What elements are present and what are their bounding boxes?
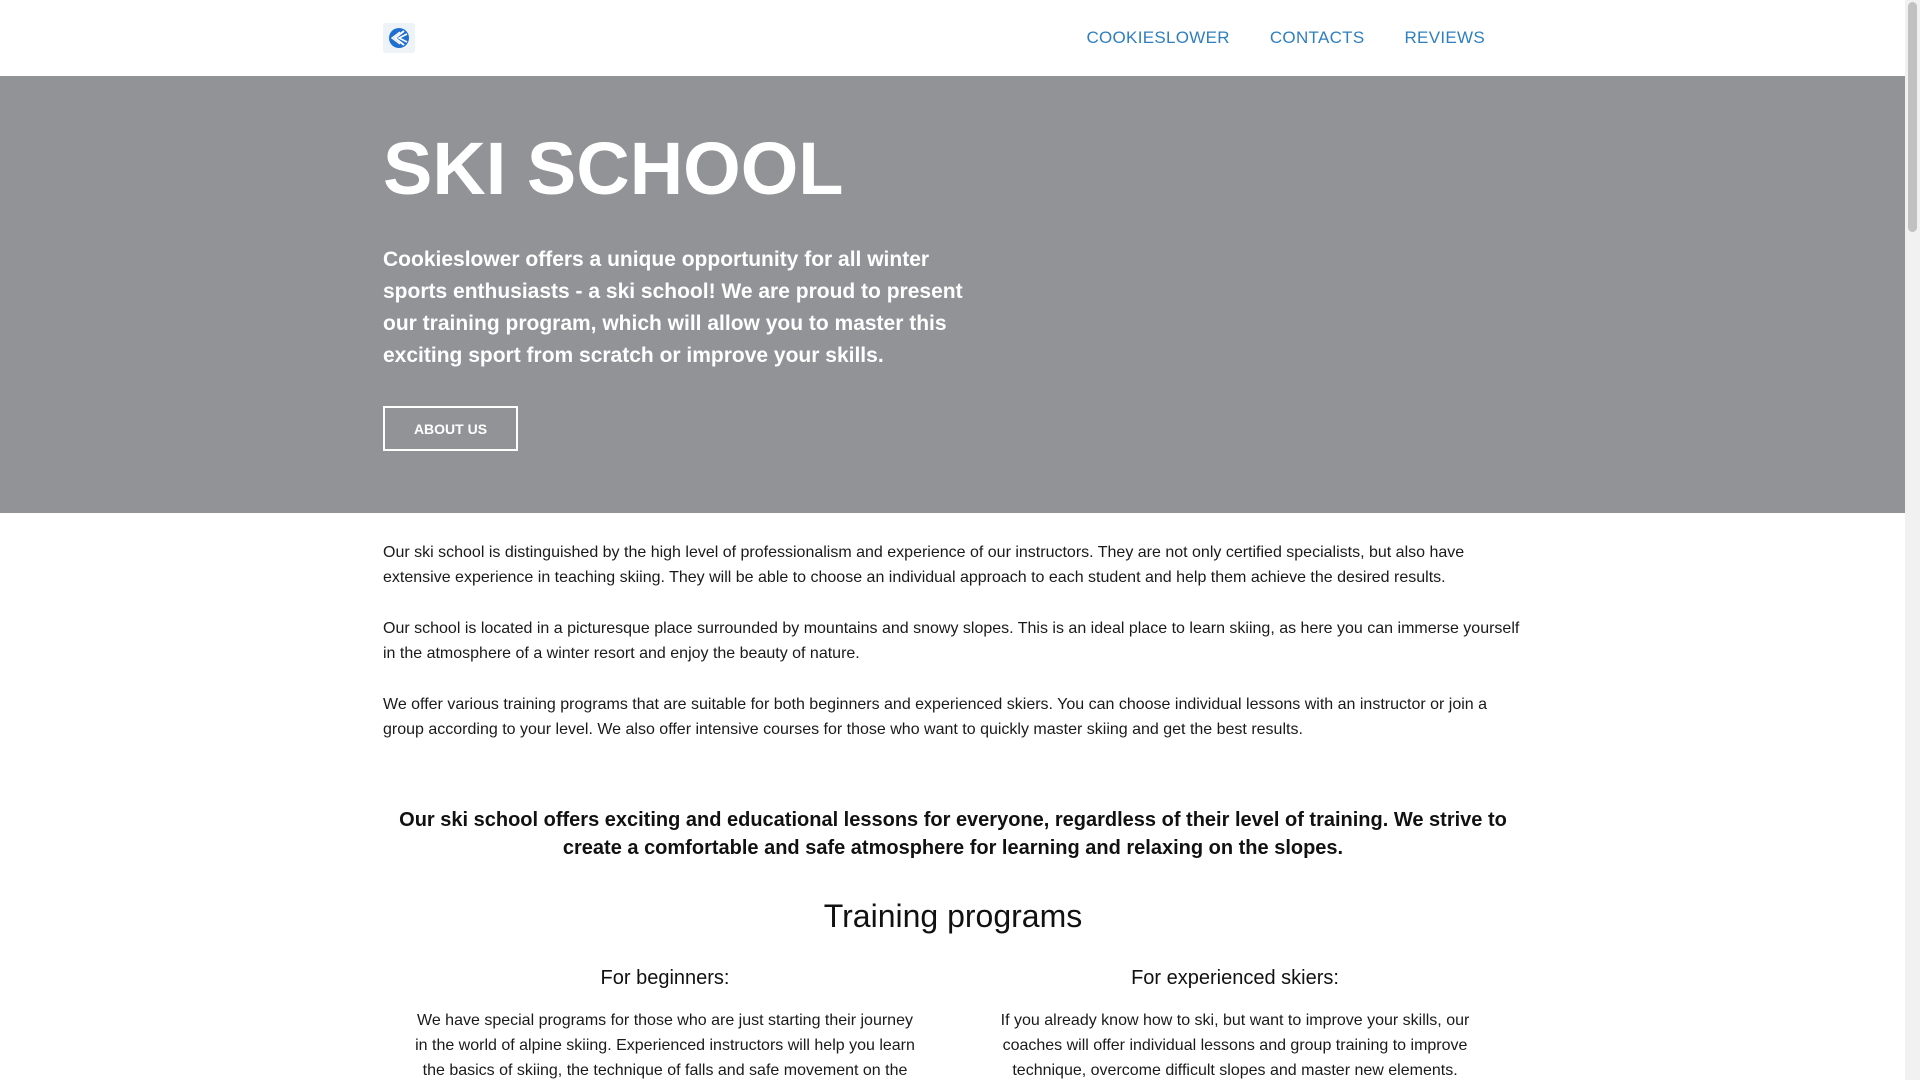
program-experienced <box>985 967 1485 1080</box>
intro-paragraph: Our ski school is distinguished by the high level of professionalism and experience of our instructors. They are not only certified specialists, but also have extensive experience in teaching skiing. They will be able to choose an individual approach to each student and help them achieve the desired results. <box>383 544 1465 586</box>
program-beginners <box>410 967 920 1080</box>
program-heading: For experienced skiers: <box>1131 967 1339 989</box>
intro-paragraph: Our school is located in a picturesque place surrounded by mountains and snowy slopes. This is an ideal place to learn skiing, as here you can immerse yourself in the atmosphere of a winter resort and enjoy the beauty of nature. <box>383 620 1520 662</box>
badge-logo-icon <box>388 27 410 49</box>
logo-link[interactable] <box>383 23 415 53</box>
about-us-button[interactable]: ABOUT US <box>383 406 518 451</box>
main-nav <box>1046 0 1485 76</box>
programs-title: Training programs <box>823 898 1083 934</box>
intro-section <box>383 540 1523 768</box>
intro-paragraph: We offer various training programs that are suitable for both beginners and experienced skiers. You can choose individual lessons with an instructor or join a group according to your level. We also offer intensive courses for those who want to quickly master skiing and get the best results. <box>383 696 1488 738</box>
program-heading: For beginners: <box>600 967 730 989</box>
program-text: If you already know how to ski, but want to improve your skills, our coaches will offer individual lessons and group training to improve technique, overcome difficult slopes and master new elements. <box>1000 1012 1470 1079</box>
tagline: Our ski school offers exciting and educational lessons for everyone, regardless of their level of training. We strive to create a comfortable and safe atmosphere for learning and relaxing on the slopes. <box>399 809 1507 859</box>
site-header <box>0 0 1905 77</box>
scrollbar-thumb[interactable] <box>1908 2 1917 232</box>
nav-link-contacts[interactable]: CONTACTS <box>1269 28 1365 47</box>
hero-subtitle: Cookieslower offers a unique opportunity for all winter sports enthusiasts - a ski school! We are proud to present our training program, which will allow you to master this exciting sport from scratch or improve your skills. <box>383 248 963 367</box>
hero-title: SKI SCHOOL <box>383 127 844 210</box>
nav-link-cookieslower[interactable]: COOKIESLOWER <box>1086 28 1230 47</box>
hero-section <box>0 76 1905 513</box>
nav-link-reviews[interactable]: REVIEWS <box>1404 28 1485 47</box>
program-text: We have special programs for those who are just starting their journey in the world of alpine skiing. Experienced instructors will help you learn the basics of skiing, the technique of falls and safe movement on the <box>415 1012 915 1079</box>
page-scrollbar[interactable] <box>1905 0 1920 1080</box>
